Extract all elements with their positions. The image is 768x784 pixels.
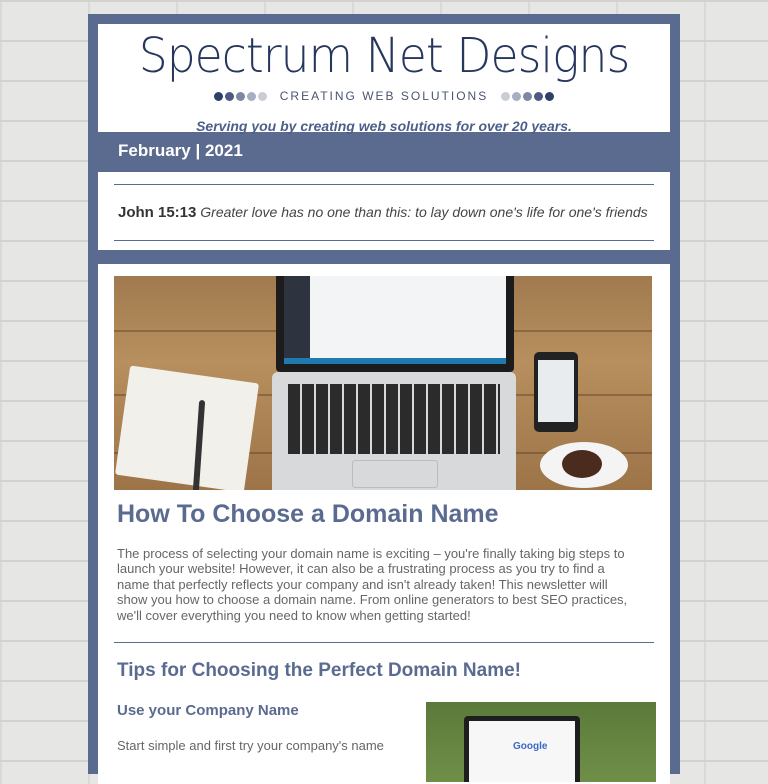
verse-reference: John 15:13: [118, 204, 197, 221]
coffee-cup: [540, 442, 628, 488]
divider: [114, 184, 654, 185]
tip-image: [426, 702, 656, 782]
logo-dots-left-icon: [213, 89, 268, 103]
newsletter-frame: [88, 14, 680, 774]
article-intro: The process of selecting your domain name is exciting – you're finally taking big steps to launch your website! However, it can also be a frustrating process as you try to find a name that perfectly reflects your company and isn't already taken! This newsletter will show you how to choose a domain name. From online generators to best SEO practices, we'll cover everything you need to know when getting started!: [117, 546, 628, 623]
verse-line: [118, 204, 648, 221]
article-title: How To Choose a Domain Name: [117, 500, 499, 528]
laptop-keyboard: [272, 372, 516, 490]
divider: [114, 240, 654, 241]
hero-image: [114, 276, 652, 490]
smartphone: [534, 352, 578, 432]
logo-dots-right-icon: [500, 89, 555, 103]
monitor: [464, 716, 580, 782]
laptop-screen: [276, 276, 514, 372]
google-logo-text: Google: [513, 741, 548, 752]
header-tagline: Serving you by creating web solutions for over 20 years.: [196, 118, 572, 134]
article-section: [98, 264, 670, 784]
newsletter-header: [98, 24, 670, 132]
verse-section: [98, 172, 670, 250]
divider: [114, 642, 654, 643]
date-bar: February | 2021: [118, 141, 243, 160]
brand-logo-subline: [98, 88, 670, 102]
tip-title: Use your Company Name: [117, 702, 299, 719]
verse-text: Greater love has no one than this: to lay down one's life for one's friends: [200, 204, 648, 220]
brand-logo-text: Spectrum Net Designs: [138, 28, 630, 84]
brand-tagline: CREATING WEB SOLUTIONS: [279, 88, 489, 103]
tip-text: Start simple and first try your company's name: [117, 738, 384, 753]
tips-title: Tips for Choosing the Perfect Domain Name!: [117, 660, 521, 681]
notebook: [115, 365, 259, 490]
